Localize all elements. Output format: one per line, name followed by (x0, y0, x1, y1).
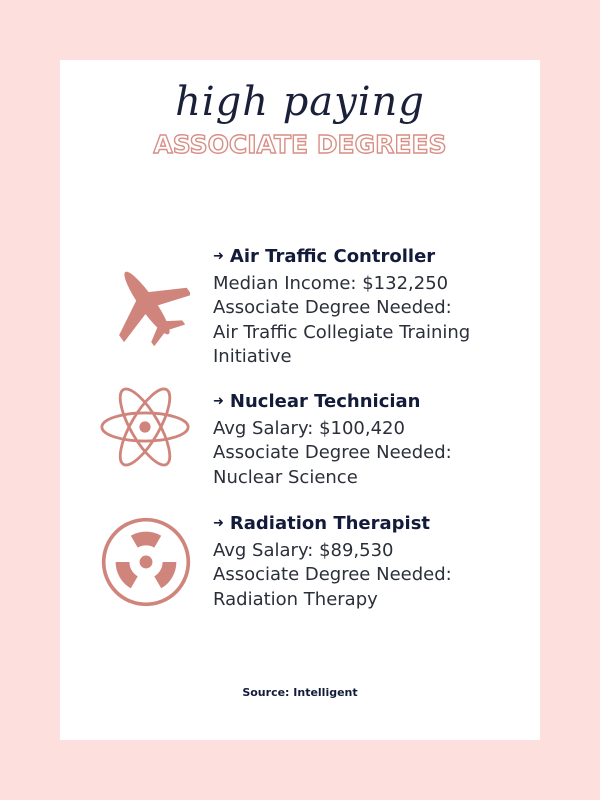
entry-degree-label: Associate Degree Needed: (213, 564, 452, 585)
entry-degree-name: Nuclear Science (213, 466, 358, 488)
radiation-icon (100, 516, 192, 608)
entry-degree-name: Air Traffic Collegiate Training (213, 321, 471, 343)
entry-degree-name: Radiation Therapy (213, 588, 378, 610)
airplane-icon (104, 260, 190, 346)
atom-icon (98, 382, 192, 472)
entry-title-text: Radiation Therapist (229, 513, 431, 534)
entry-title-text: Air Traffic Controller (229, 246, 436, 267)
entry-air-traffic-controller (213, 245, 533, 370)
source-credit: Source: Intelligent (242, 686, 358, 699)
entry-nuclear-technician (213, 390, 533, 490)
entry-degree-name-cont: Initiative (213, 346, 292, 367)
entry-title (213, 390, 533, 417)
entry-title-text: Nuclear Technician (229, 391, 421, 412)
script-title: high paying (175, 79, 425, 125)
entry-salary: Median Income: $132,250 (213, 272, 449, 294)
arrow-icon: ➜ (213, 516, 224, 531)
entry-title (213, 512, 533, 539)
entry-radiation-therapist (213, 512, 533, 612)
outline-title: ASSOCIATE DEGREES (153, 130, 447, 159)
infographic-card (60, 60, 540, 740)
entry-salary: Avg Salary: $100,420 (213, 417, 405, 439)
arrow-icon: ➜ (213, 249, 224, 264)
entry-degree-label: Associate Degree Needed: (213, 297, 452, 318)
entry-degree-label: Associate Degree Needed: (213, 442, 452, 463)
entry-title (213, 245, 533, 272)
entry-salary: Avg Salary: $89,530 (213, 539, 394, 561)
arrow-icon: ➜ (213, 394, 224, 409)
